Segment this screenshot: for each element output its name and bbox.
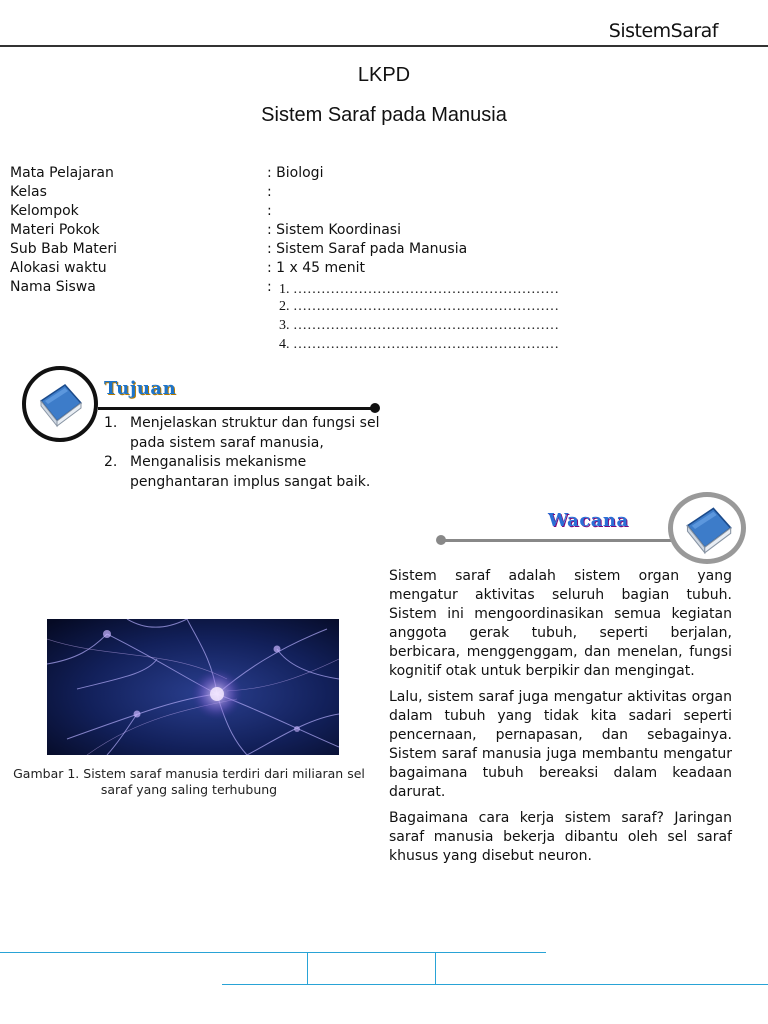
paragraph: Sistem saraf adalah sistem organ yang mengatur aktivitas seluruh bagian tubuh. Sistem ini mengoordinasikan semua kegiatan anggota gerak tubuh, seperti berjalan, berbicara, menggenggam, dan menelan, fungsi kognitif otak untuk berpikir dan mengingat. <box>389 568 732 679</box>
tujuan-title: Tujuan <box>104 378 177 399</box>
book-icon <box>681 502 735 560</box>
identity-label: Sub Bab Materi <box>10 241 118 257</box>
neuron-image <box>47 619 339 755</box>
list-item <box>104 453 404 492</box>
tujuan-divider-dot <box>370 403 380 413</box>
identity-label: Nama Siswa <box>10 279 96 295</box>
figure-caption: Gambar 1. Sistem saraf manusia terdiri dari miliaran sel saraf yang saling terhubung <box>13 766 365 797</box>
identity-row-time <box>10 259 530 278</box>
wacana-badge <box>668 492 746 564</box>
student-name-line: 4. ………………………………………………… <box>279 337 559 352</box>
paragraph: Bagaimana cara kerja sistem saraf? Jaringan saraf manusia bekerja dibantu oleh sel saraf khusus yang disebut neuron. <box>389 810 732 864</box>
identity-label: Alokasi waktu <box>10 260 107 276</box>
wacana-title: Wacana <box>548 510 629 531</box>
identity-value: : Sistem Koordinasi <box>267 222 401 238</box>
footer-line <box>0 952 546 953</box>
identity-label: Kelas <box>10 184 47 200</box>
footer-line <box>222 984 768 985</box>
book-icon <box>35 379 85 433</box>
list-number: 1. <box>104 415 118 431</box>
identity-value: : <box>267 279 272 295</box>
header-title: SistemSaraf <box>608 20 718 42</box>
identity-row-group <box>10 202 530 221</box>
identity-value: : <box>267 184 272 200</box>
tujuan-list <box>104 414 404 492</box>
identity-row-subtopic <box>10 240 530 259</box>
document-subtitle: Sistem Saraf pada Manusia <box>261 104 507 126</box>
identity-row-topic <box>10 221 530 240</box>
identity-label: Materi Pokok <box>10 222 100 238</box>
identity-label: Mata Pelajaran <box>10 165 114 181</box>
identity-value: : Biologi <box>267 165 324 181</box>
footer-separator <box>435 952 436 985</box>
wacana-divider-dot <box>436 535 446 545</box>
tujuan-badge <box>22 366 98 442</box>
wacana-divider <box>442 539 672 542</box>
wacana-text <box>389 567 732 873</box>
identity-label: Kelompok <box>10 203 79 219</box>
identity-row-class <box>10 183 530 202</box>
student-name-line: 1. ………………………………………………… <box>279 282 559 297</box>
identity-value: : Sistem Saraf pada Manusia <box>267 241 468 257</box>
list-text: Menganalisis mekanisme penghantaran implus sangat baik. <box>130 454 371 490</box>
footer-separator <box>307 952 308 985</box>
student-name-line: 2. ………………………………………………… <box>279 299 559 314</box>
student-name-line: 3. ………………………………………………… <box>279 318 559 333</box>
identity-value: : 1 x 45 menit <box>267 260 366 276</box>
tujuan-divider <box>98 407 374 410</box>
identity-value: : <box>267 203 272 219</box>
paragraph: Lalu, sistem saraf juga mengatur aktivitas organ dalam tubuh yang tidak kita sadari seperti pencernaan, pernapasan, dan sebagainya. Sistem saraf manusia juga membantu mengatur bagaimana tubuh bereaksi dalam keadaan darurat. <box>389 689 732 800</box>
identity-row-subject <box>10 164 530 183</box>
list-text: Menjelaskan struktur dan fungsi sel pada sistem saraf manusia, <box>130 415 380 451</box>
list-item <box>104 414 404 453</box>
list-number: 2. <box>104 454 118 470</box>
document-title: LKPD <box>357 64 411 86</box>
header-divider <box>0 45 768 47</box>
